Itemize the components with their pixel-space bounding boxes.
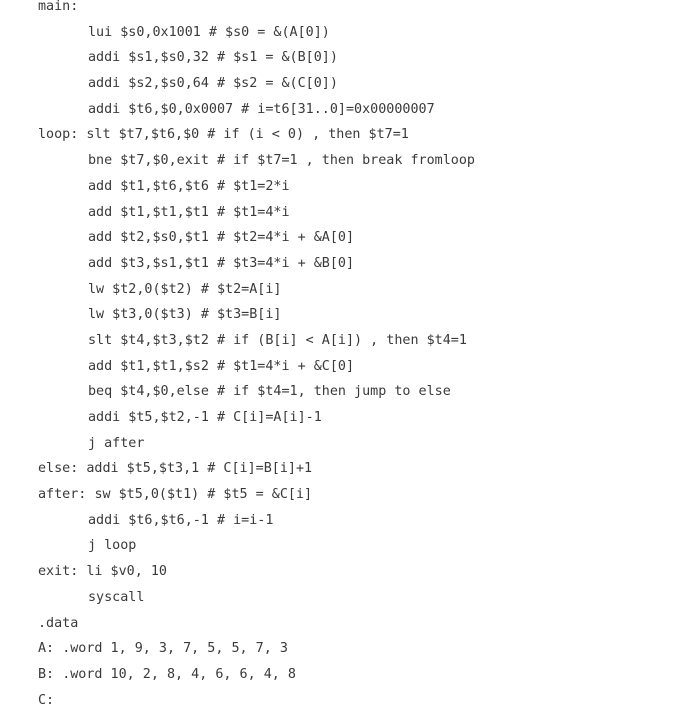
code-line <box>0 662 680 688</box>
code-label: exit: <box>38 564 79 580</box>
code-line <box>0 45 680 71</box>
code-instruction: slt $t7,$t6,$0 # if (i < 0) , then $t7=1 <box>86 127 409 143</box>
code-label: main: <box>38 0 79 14</box>
code-label: .data <box>38 615 79 631</box>
code-line <box>0 611 680 637</box>
code-instruction: bne $t7,$0,exit # if $t7=1 , then break fromloop <box>88 153 475 169</box>
code-instruction: .word 1, 9, 3, 7, 5, 5, 7, 3 <box>62 641 288 657</box>
code-instruction: syscall <box>88 589 145 605</box>
code-instruction: add $t1,$t6,$t6 # $t1=2*i <box>88 178 290 194</box>
code-line <box>0 20 680 46</box>
code-line <box>0 508 680 534</box>
code-instruction: li $v0, 10 <box>86 564 167 580</box>
code-instruction: lw $t3,0($t3) # $t3=B[i] <box>88 307 282 323</box>
code-instruction: beq $t4,$0,else # if $t4=1, then jump to else <box>88 384 451 400</box>
code-line <box>0 585 680 611</box>
code-label: B: <box>38 666 55 682</box>
code-label: A: <box>38 641 55 657</box>
code-instruction: slt $t4,$t3,$t2 # if (B[i] < A[i]) , then $t4=1 <box>88 332 467 348</box>
code-line <box>0 71 680 97</box>
code-instruction: addi $t5,$t3,1 # C[i]=B[i]+1 <box>86 461 313 477</box>
code-line <box>0 97 680 123</box>
code-line <box>0 636 680 662</box>
code-line <box>0 482 680 508</box>
code-line <box>0 302 680 328</box>
code-instruction: add $t1,$t1,$s2 # $t1=4*i + &C[0] <box>88 358 355 374</box>
code-label: else: <box>38 461 79 477</box>
code-label: after: <box>38 487 87 503</box>
code-instruction: addi $s1,$s0,32 # $s1 = &(B[0]) <box>88 50 338 66</box>
code-label: loop: <box>38 127 79 143</box>
code-instruction: lui $s0,0x1001 # $s0 = &(A[0]) <box>88 24 330 40</box>
code-line <box>0 225 680 251</box>
code-label: C: <box>38 692 55 708</box>
code-line <box>0 251 680 277</box>
code-line <box>0 533 680 559</box>
code-instruction: j loop <box>88 538 137 554</box>
code-line <box>0 559 680 585</box>
code-instruction: addi $t6,$0,0x0007 # i=t6[31..0]=0x00000007 <box>88 101 435 117</box>
code-line <box>0 354 680 380</box>
code-line <box>0 174 680 200</box>
code-line <box>0 431 680 457</box>
code-instruction: add $t3,$s1,$t1 # $t3=4*i + &B[0] <box>88 255 355 271</box>
code-line <box>0 379 680 405</box>
code-instruction: addi $t5,$t2,-1 # C[i]=A[i]-1 <box>88 410 322 425</box>
code-instruction: j after <box>88 435 145 451</box>
code-instruction: addi $s2,$s0,64 # $s2 = &(C[0]) <box>88 76 338 92</box>
code-line <box>0 148 680 174</box>
code-instruction: add $t2,$s0,$t1 # $t2=4*i + &A[0] <box>88 230 355 246</box>
code-line <box>0 328 680 354</box>
code-instruction: addi $t6,$t6,-1 # i=i-1 <box>88 512 274 528</box>
code-instruction: sw $t5,0($t1) # $t5 = &C[i] <box>94 487 313 503</box>
code-line <box>0 122 680 148</box>
code-line <box>0 456 680 482</box>
code-line <box>0 200 680 226</box>
code-line <box>0 0 680 20</box>
code-line <box>0 688 680 713</box>
code-line <box>0 277 680 303</box>
code-instruction: lw $t2,0($t2) # $t2=A[i] <box>88 281 282 297</box>
code-line <box>0 405 680 431</box>
code-instruction: .word 10, 2, 8, 4, 6, 6, 4, 8 <box>62 666 296 682</box>
code-instruction: add $t1,$t1,$t1 # $t1=4*i <box>88 204 290 220</box>
